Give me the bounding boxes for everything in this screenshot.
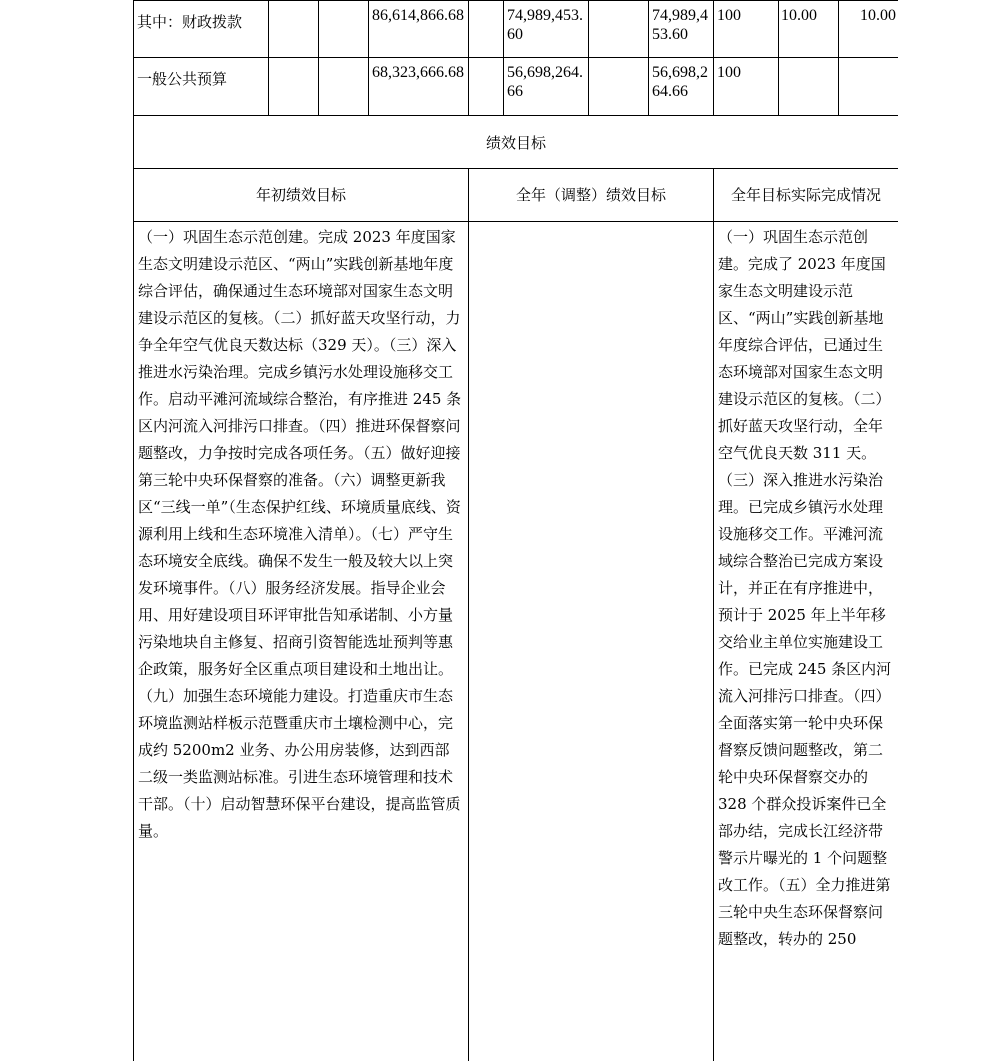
initial-goals-text: （一）巩固生态示范创建。完成 2023 年度国家生态文明建设示范区、“两山”实践创新基地年度综合评估，确保通过生态环境部对国家生态文明建设示范区的复核。（二）抓好蓝天攻坚行动，力争全年空气优良天数达标（329 天）。（三）深入推进水污染治理。完成乡镇污水处理设施移交工作。启动平滩河流域综合整治，有序推进 245 条区内河流入河排污口排查。（四）推进环保督察问题整改，力争按时完成各项任务。（五）做好迎接第三轮中央环保督察的准备。（六）调整更新我区“三线一单”（生态保护红线、环境质量底线、资源利用上线和生态环境准入清单）。（七）严守生态环境安全底线。确保不发生一般及较大以上突发环境事件。（八）服务经济发展。指导企业会用、用好建设项目环评审批告知承诺制、小方量污染地块自主修复、招商引资智能选址预判等惠企政策，服务好全区重点项目建设和土地出让。（九）加强生态环境能力建设。打造重庆市生态环境监测站样板示范暨重庆市土壤检测中心，完成约 5200m2 业务、办公用房装修，达到西部二级一类监测站标准。引进生态环境管理和技术干部。（十）启动智慧环保平台建设，提高监管质量。 (134, 222, 469, 1061)
executed-value: 74,989,453.60 (649, 1, 714, 58)
empty-cell (589, 58, 649, 116)
executed-value: 56,698,264.66 (649, 58, 714, 116)
annual-budget-value: 86,614,866.68 (369, 1, 469, 58)
table-row (134, 58, 899, 116)
table-row (134, 169, 899, 222)
execution-rate-value: 100 (714, 1, 779, 58)
column-header-adjusted-goals: 全年（调整）绩效目标 (469, 169, 714, 222)
funding-row-label: 一般公共预算 (134, 58, 269, 116)
budget-performance-table (133, 0, 898, 1061)
score-value (839, 58, 899, 116)
adjusted-budget-value: 74,989,453.60 (504, 1, 589, 58)
empty-cell (319, 58, 369, 116)
empty-cell (319, 1, 369, 58)
adjusted-goals-text (469, 222, 714, 1061)
score-value: 10.00 (839, 1, 899, 58)
weight-value: 10.00 (779, 1, 839, 58)
table-row (134, 222, 899, 1061)
column-header-actual-completion: 全年目标实际完成情况 (714, 169, 899, 222)
empty-cell (589, 1, 649, 58)
adjusted-budget-value: 56,698,264.66 (504, 58, 589, 116)
table-row (134, 116, 899, 169)
funding-row-label: 其中：财政拨款 (134, 1, 269, 58)
execution-rate-value: 100 (714, 58, 779, 116)
empty-cell (269, 1, 319, 58)
table-row (134, 1, 899, 58)
weight-value (779, 58, 839, 116)
column-header-initial-goals: 年初绩效目标 (134, 169, 469, 222)
empty-cell (269, 58, 319, 116)
empty-cell (469, 1, 504, 58)
budget-performance-table-sheet (133, 0, 898, 1061)
section-title: 绩效目标 (134, 116, 899, 169)
actual-completion-text: （一）巩固生态示范创建。完成了 2023 年度国家生态文明建设示范区、“两山”实践创新基地年度综合评估，已通过生态环境部对国家生态文明建设示范区的复核。（二）抓好蓝天攻坚行动，全年空气优良天数 311 天。（三）深入推进水污染治理。已完成乡镇污水处理设施移交工作。平滩河流域综合整治已完成方案设计，并正在有序推进中，预计于 2025 年上半年移交给业主单位实施建设工作。已完成 245 条区内河流入河排污口排查。（四）全面落实第一轮中央环保督察反馈问题整改，第二轮中央环保督察交办的 328 个群众投诉案件已全部办结，完成长江经济带警示片曝光的 1 个问题整改工作。（五）全力推进第三轮中央生态环保督察问题整改，转办的 250 (714, 222, 899, 1061)
empty-cell (469, 58, 504, 116)
annual-budget-value: 68,323,666.68 (369, 58, 469, 116)
